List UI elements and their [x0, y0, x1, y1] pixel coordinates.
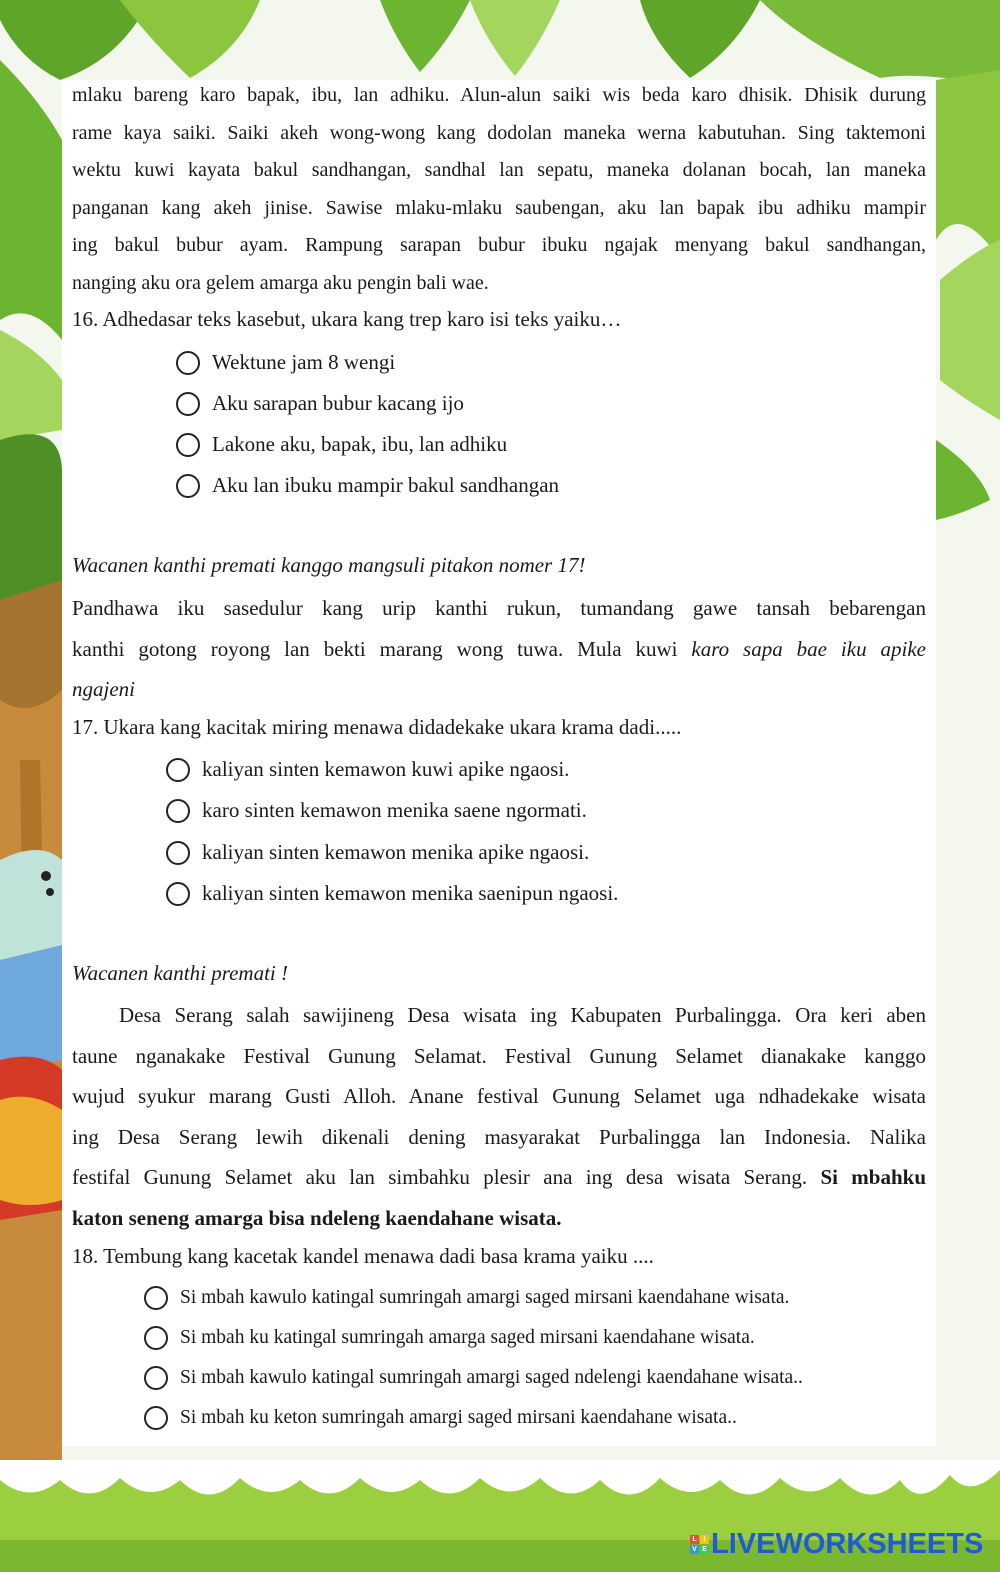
q16-option-3[interactable]: [176, 432, 507, 457]
q18-option-1[interactable]: [144, 1286, 789, 1310]
instruction-18: Wacanen kanthi premati !: [72, 961, 288, 985]
option-label: kaliyan sinten kemawon kuwi apike ngaosi.: [202, 757, 570, 781]
instruction-17: Wacanen kanthi premati kanggo mangsuli pitakon nomer 17!: [72, 553, 586, 577]
radio-button[interactable]: [166, 758, 190, 782]
liveworksheets-logo[interactable]: [690, 1527, 983, 1561]
passage-line: nanging aku ora gelem amarga aku pengin bali wae.: [72, 271, 489, 294]
question-17-text: 17. Ukara kang kacitak miring menawa didadekake ukara krama dadi.....: [72, 715, 682, 739]
passage-line: [72, 629, 926, 670]
option-label: Si mbah ku katingal sumringah amarga saged mirsani kaendahane wisata.: [180, 1327, 755, 1348]
passage-line: ing Desa Serang lewih dikenali dening masyarakat Purbalingga lan Indonesia. Nalika: [72, 1124, 926, 1149]
question-16: [72, 307, 926, 332]
passage-17: [72, 588, 926, 710]
passage-line: panganan kang akeh jinise. Sawise mlaku-mlaku saubengan, aku lan bapak ibu adhiku mampir: [72, 196, 926, 219]
passage-line: wujud syukur marang Gusti Alloh. Anane festival Gunung Selamet uga ndhadekake wisata: [72, 1084, 926, 1108]
option-label: Si mbah kawulo katingal sumringah amargi saged ndelengi kaendahane wisata..: [180, 1367, 803, 1388]
option-label: Wektune jam 8 wengi: [212, 350, 396, 374]
passage-line: ing bakul bubur ayam. Rampung sarapan bubur ibuku ngajak menyang bakul sandhangan,: [72, 234, 926, 257]
question-17: [72, 715, 926, 740]
passage-italic-line: ngajeni: [72, 677, 135, 701]
question-16-text: 16. Adhedasar teks kasebut, ukara kang trep karo isi teks yaiku…: [72, 307, 622, 331]
q18-option-3[interactable]: [144, 1366, 803, 1390]
option-label: kaliyan sinten kemawon menika apike ngaosi.: [202, 840, 590, 864]
logo-letter: E: [700, 1545, 709, 1554]
option-label: Aku sarapan bubur kacang ijo: [212, 391, 464, 415]
q16-option-2[interactable]: [176, 391, 464, 416]
passage-line: Pandhawa iku sasedulur kang urip kanthi rukun, tumandang gawe tansah bebarengan: [72, 596, 926, 620]
liveworksheets-logo-icon: [690, 1535, 709, 1554]
passage-plain: kanthi gotong royong lan bekti marang wong tuwa. Mula kuwi: [72, 636, 678, 661]
passage-bold: Si mbahku: [820, 1165, 926, 1189]
logo-letter: I: [700, 1535, 709, 1544]
radio-button[interactable]: [166, 882, 190, 906]
radio-button[interactable]: [176, 474, 200, 498]
passage-line: Desa Serang salah sawijineng Desa wisata ing Kabupaten Purbalingga. Ora keri aben: [119, 1003, 926, 1027]
q17-option-2[interactable]: [166, 798, 587, 823]
option-label: Aku lan ibuku mampir bakul sandhangan: [212, 473, 560, 497]
option-label: Si mbah ku keton sumringah amargi saged mirsani kaendahane wisata..: [180, 1407, 737, 1428]
radio-button[interactable]: [176, 392, 200, 416]
radio-button[interactable]: [176, 351, 200, 375]
section-17: [72, 553, 926, 578]
radio-button[interactable]: [166, 841, 190, 865]
radio-button[interactable]: [166, 799, 190, 823]
q17-option-4[interactable]: [166, 881, 618, 906]
passage-line: [72, 1157, 926, 1198]
section-18: [72, 961, 926, 986]
passage-line: rame kaya saiki. Saiki akeh wong-wong kang dodolan maneka werna kabutuhan. Sing taktemoni: [72, 121, 926, 144]
option-label: karo sinten kemawon menika saene ngormati.: [202, 798, 587, 822]
q18-option-4[interactable]: [144, 1406, 737, 1430]
passage-18: [72, 995, 926, 1238]
question-18-text: 18. Tembung kang kacetak kandel menawa dadi basa krama yaiku ....: [72, 1244, 654, 1268]
passage-plain: festifal Gunung Selamet aku lan simbahku plesir ana ing desa wisata Serang.: [72, 1165, 808, 1189]
passage-top: [72, 77, 926, 303]
option-label: kaliyan sinten kemawon menika saenipun ngaosi.: [202, 881, 619, 905]
passage-bold-line: katon seneng amarga bisa ndeleng kaendahane wisata.: [72, 1205, 562, 1230]
q17-option-1[interactable]: [166, 757, 569, 782]
radio-button[interactable]: [176, 433, 200, 457]
radio-button[interactable]: [144, 1406, 168, 1430]
logo-letter: L: [690, 1535, 699, 1544]
logo-letter: V: [690, 1545, 699, 1554]
option-label: Lakone aku, bapak, ibu, lan adhiku: [212, 432, 508, 456]
q16-option-1[interactable]: [176, 350, 395, 375]
passage-line: taune nganakake Festival Gunung Selamat. Festival Gunung Selamet dianakake kanggo: [72, 1043, 926, 1068]
radio-button[interactable]: [144, 1326, 168, 1350]
radio-button[interactable]: [144, 1366, 168, 1390]
radio-button[interactable]: [144, 1286, 168, 1310]
passage-line: wektu kuwi kayata bakul sandhangan, sandhal lan sepatu, maneka dolanan bocah, lan maneka: [72, 159, 926, 182]
q18-option-2[interactable]: [144, 1326, 755, 1350]
question-18: [72, 1244, 926, 1269]
option-label: Si mbah kawulo katingal sumringah amargi saged mirsani kaendahane wisata.: [180, 1287, 790, 1308]
brand-text: LIVEWORKSHEETS: [711, 1527, 984, 1560]
passage-line: mlaku bareng karo bapak, ibu, lan adhiku. Alun-alun saiki wis beda karo dhisik. Dhisik durung: [72, 84, 926, 106]
left-tree-illustration: [0, 434, 62, 1460]
q17-option-3[interactable]: [166, 840, 589, 865]
q16-option-4[interactable]: [176, 473, 559, 498]
passage-italic: karo sapa bae iku apike: [691, 636, 927, 661]
